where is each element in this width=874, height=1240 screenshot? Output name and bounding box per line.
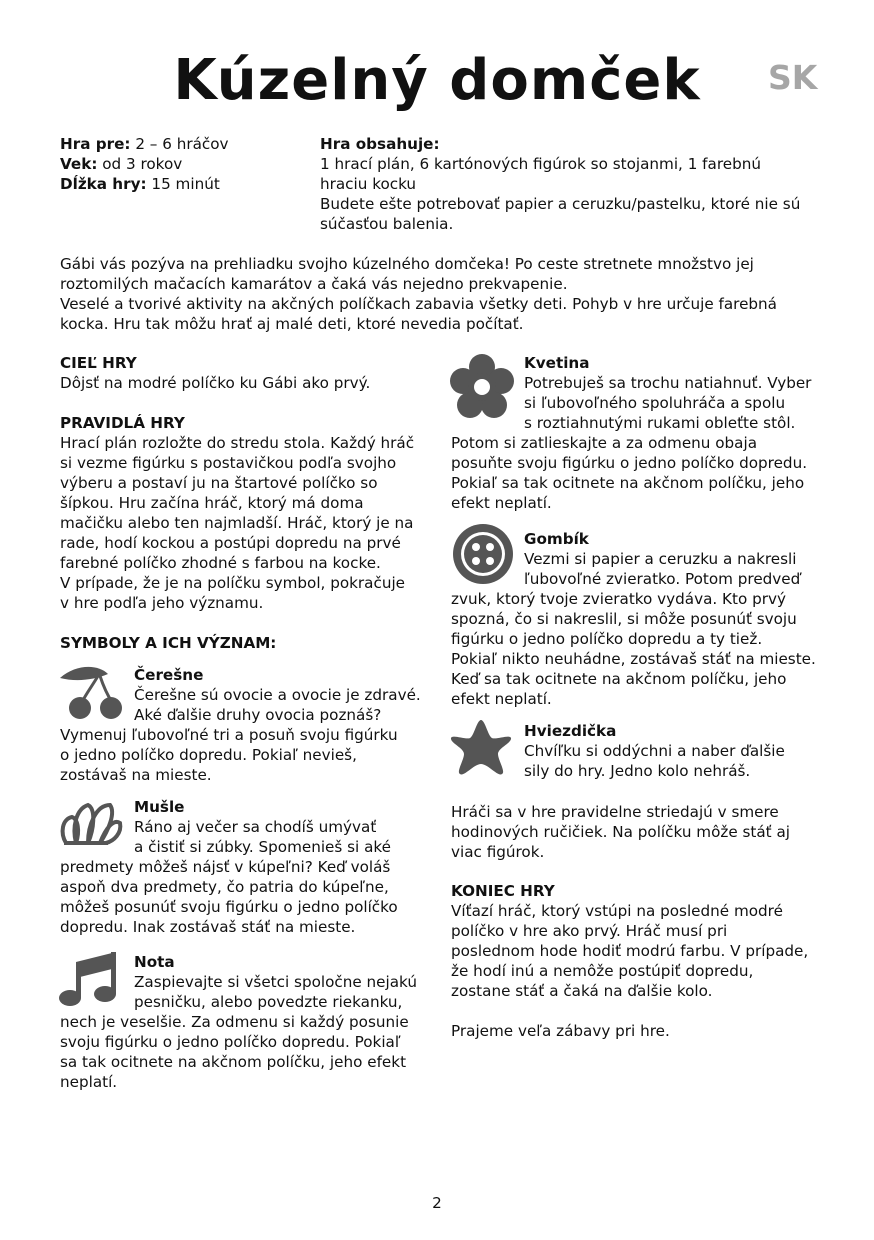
text-line: sa tak ocitnete na akčnom políčku, jeho efekt <box>60 1053 407 1071</box>
symbol-flower <box>524 353 811 433</box>
text-line: Hráči sa v hre pravidelne striedajú v smere <box>451 803 779 821</box>
text-line: figúrku o jedno políčko dopredu a ty tiež. <box>451 630 763 648</box>
text-line: zvuk, ktorý tvoje zvieratko vydáva. Kto prvý <box>451 590 786 608</box>
text-line: Ráno aj večer sa chodíš umývať <box>134 818 377 836</box>
symbol-button-continued <box>451 589 816 709</box>
text-line: Gábi vás pozýva na prehliadku svojho kúzelného domčeka! Po ceste stretnete množstvo jej <box>60 255 754 273</box>
rules-section <box>60 413 414 613</box>
players-label: Hra pre: <box>60 135 131 153</box>
symbol-button <box>524 529 800 589</box>
closing-line: Prajeme veľa zábavy pri hre. <box>451 1022 670 1040</box>
text-line: si ľubovoľného spoluhráča a spolu <box>524 394 786 412</box>
goal-heading: CIEĽ HRY <box>60 354 137 372</box>
text-line: Budete ešte potrebovať papier a ceruzku/pastelku, ktoré nie sú <box>320 195 801 213</box>
flower-icon <box>448 353 516 421</box>
symbol-shell-continued <box>60 857 398 937</box>
symbol-title: Mušle <box>134 798 185 816</box>
symbol-star <box>524 721 785 781</box>
symbol-title: Kvetina <box>524 354 590 372</box>
text-line: sily do hry. Jedno kolo nehráš. <box>524 762 751 780</box>
text-line: zostávaš na mieste. <box>60 766 212 784</box>
text-line: viac figúrok. <box>451 843 545 861</box>
page-title: Kúzelný domček <box>173 48 701 113</box>
text-line: Potrebuješ sa trochu natiahnuť. Vyber <box>524 374 812 392</box>
page-number: 2 <box>432 1194 442 1212</box>
text-line: pesničku, alebo povedzte riekanku, <box>134 993 403 1011</box>
age-value: od 3 rokov <box>102 155 183 173</box>
text-line: a čistiť si zúbky. Spomenieš si aké <box>134 838 392 856</box>
symbol-cherries-continued <box>60 725 398 785</box>
text-line: Pokiaľ sa tak ocitnete na akčnom políčku, jeho <box>451 474 805 492</box>
symbol-note <box>134 952 417 1012</box>
symbol-shell <box>134 797 391 857</box>
text-line: že hodí inú a nemôže postúpiť dopredu, <box>451 962 754 980</box>
music-note-icon <box>58 948 122 1010</box>
symbol-title: Nota <box>134 953 175 971</box>
symbol-title: Gombík <box>524 530 589 548</box>
text-line: o jedno políčko dopredu. Pokiaľ nevieš, <box>60 746 357 764</box>
text-line: mačičku alebo ten najmladší. Hráč, ktorý je na <box>60 514 414 532</box>
text-line: farebné políčko zhodné s farbou na kocke. <box>60 554 381 572</box>
length-label: Dĺžka hry: <box>60 175 147 193</box>
symbol-title: Hviezdička <box>524 722 617 740</box>
text-line: Hrací plán rozložte do stredu stola. Každý hráč <box>60 434 415 452</box>
end-section <box>451 881 808 1001</box>
game-info <box>60 134 229 194</box>
players-value: 2 – 6 hráčov <box>135 135 229 153</box>
text-line: predmety môžeš nájsť v kúpeľni? Keď voláš <box>60 858 391 876</box>
text-line: šípkou. Hru začína hráč, ktorý má doma <box>60 494 364 512</box>
text-line: Zaspievajte si všetci spoločne nejakú <box>134 973 417 991</box>
text-line: Vymenuj ľubovoľné tri a posuň svoju figúrku <box>60 726 398 744</box>
text-line: Chvíľku si oddýchni a naber ďalšie <box>524 742 785 760</box>
text-line: Veselé a tvorivé aktivity na akčných políčkach zabavia všetky deti. Pohyb v hre určuje farebná <box>60 295 777 313</box>
text-line: 1 hrací plán, 6 kartónových figúrok so stojanmi, 1 farebnú <box>320 155 761 173</box>
text-line: roztomilých mačacích kamarátov a čaká vás nejedno prekvapenie. <box>60 275 568 293</box>
contents-block <box>320 134 800 234</box>
text-line: Keď sa tak ocitnete na akčnom políčku, jeho <box>451 670 787 688</box>
text-line: poslednom hode hodiť modrú farbu. V prípade, <box>451 942 809 960</box>
symbol-title: Čerešne <box>134 666 204 684</box>
text-line: zostane stáť a čaká na ďalšie kolo. <box>451 982 713 1000</box>
symbol-note-continued <box>60 1012 409 1092</box>
text-line: Dôjsť na modré políčko ku Gábi ako prvý. <box>60 374 371 392</box>
contents-label: Hra obsahuje: <box>320 135 440 153</box>
text-line: posuňte svoju figúrku o jedno políčko dopredu. <box>451 454 808 472</box>
text-line: Pokiaľ nikto neuhádne, zostávaš stáť na mieste. <box>451 650 816 668</box>
symbol-flower-continued <box>451 433 807 513</box>
text-line: výberu a postaví ju na štartové políčko so <box>60 474 378 492</box>
rules-heading: PRAVIDLÁ HRY <box>60 414 185 432</box>
text-line: políčko v hre ako prvý. Hráč musí pri <box>451 922 728 940</box>
text-line: spozná, čo si nakreslil, si môže posunúť svoju <box>451 610 797 628</box>
symbols-heading: SYMBOLY A ICH VÝZNAM: <box>60 634 277 652</box>
language-code: SK <box>768 58 818 97</box>
text-line: Vezmi si papier a ceruzku a nakresli <box>524 550 797 568</box>
age-label: Vek: <box>60 155 98 173</box>
text-line: si vezme figúrku s postavičkou podľa svojho <box>60 454 397 472</box>
text-line: v hre podľa jeho významu. <box>60 594 264 612</box>
text-line: hodinových ručičiek. Na políčku môže stáť aj <box>451 823 790 841</box>
text-line: aspoň dva predmety, čo patria do kúpeľne, <box>60 878 389 896</box>
intro <box>60 254 777 334</box>
text-line: V prípade, že je na políčku symbol, pokračuje <box>60 574 406 592</box>
text-line: Čerešne sú ovocie a ovocie je zdravé. <box>134 686 421 704</box>
cherries-icon <box>58 664 124 720</box>
text-line: Aké ďalšie druhy ovocia poznáš? <box>134 706 382 724</box>
goal-section <box>60 353 370 393</box>
turns-paragraph <box>451 802 790 862</box>
text-line: Víťazí hráč, ktorý vstúpi na posledné modré <box>451 902 783 920</box>
text-line: môžeš posunúť svoju figúrku o jedno políčko <box>60 898 398 916</box>
text-line: nech je veselšie. Za odmenu si každý posunie <box>60 1013 409 1031</box>
end-heading: KONIEC HRY <box>451 882 555 900</box>
text-line: efekt neplatí. <box>451 690 552 708</box>
text-line: s roztiahnutými rukami obleťte stôl. <box>524 414 796 432</box>
length-value: 15 minút <box>151 175 220 193</box>
text-line: Potom si zatlieskajte a za odmenu obaja <box>451 434 758 452</box>
symbol-cherries <box>134 665 421 725</box>
text-line: dopredu. Inak zostávaš stáť na mieste. <box>60 918 356 936</box>
text-line: neplatí. <box>60 1073 118 1091</box>
text-line: kocka. Hru tak môžu hrať aj malé deti, ktoré nevedia počítať. <box>60 315 524 333</box>
shell-icon <box>58 797 124 849</box>
text-line: ľubovoľné zvieratko. Potom predveď <box>524 570 801 588</box>
star-icon <box>448 716 514 778</box>
button-icon <box>451 522 515 586</box>
text-line: hraciu kocku <box>320 175 417 193</box>
text-line: svoju figúrku o jedno políčko dopredu. Pokiaľ <box>60 1033 401 1051</box>
text-line: efekt neplatí. <box>451 494 552 512</box>
text-line: rade, hodí kockou a postúpi dopredu na prvé <box>60 534 401 552</box>
text-line: súčasťou balenia. <box>320 215 454 233</box>
